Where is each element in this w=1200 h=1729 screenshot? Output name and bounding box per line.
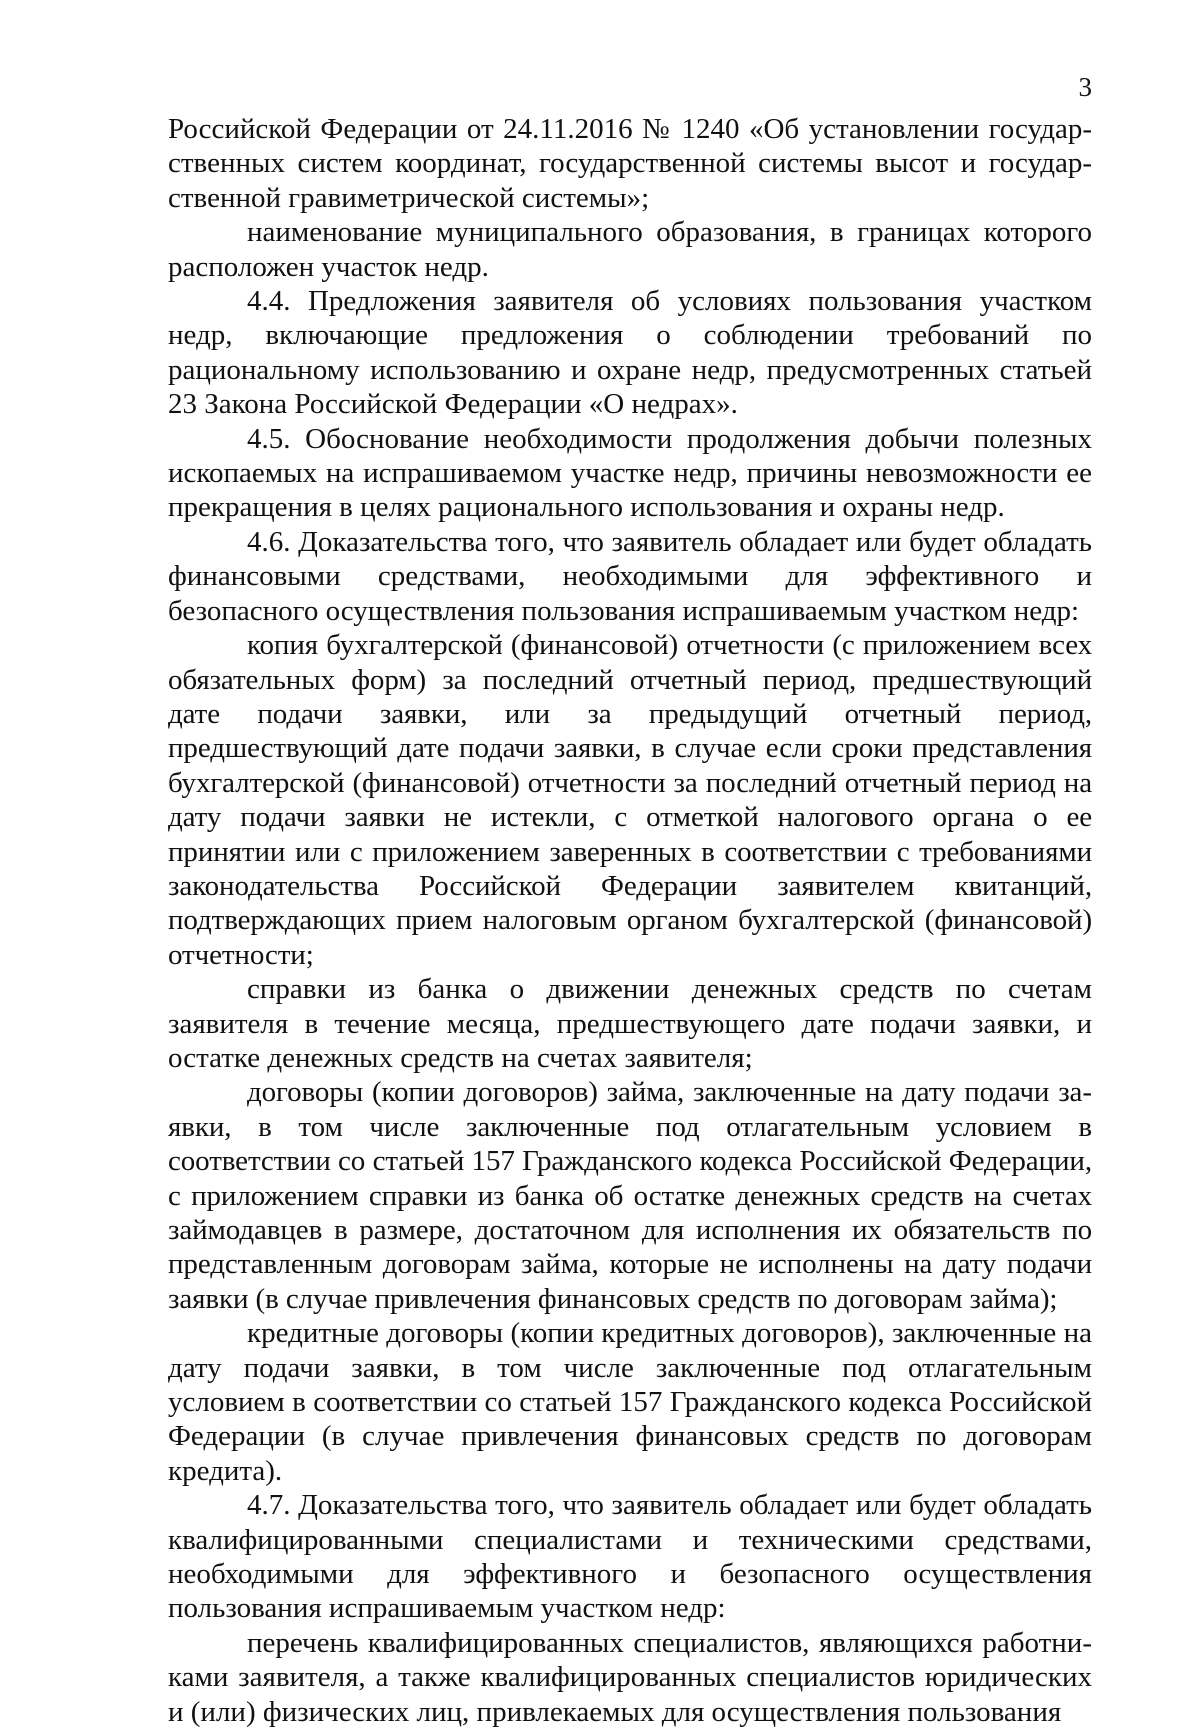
paragraph-accounting-report: копия бухгалтерской (финансовой) отчетности (с приложением всех обязательных форм) за последний отчетный период, предшествующий дате подачи заявки, или за предыдущий отчетный период, предшествующий дате подачи заявки, в случае если сроки представления бухгалтерской (финансовой) отчетности за последний отчетный период на дату подачи заявки не истекли, с отметкой налогового органа о ее принятии или с приложением заверенных в соответствии с требованиями законодательства Российской Федерации заявителем квитанций, подтверждающих прием налоговым органом бухгалтерской (финансовой) отчетности; bbox=[168, 629, 1092, 971]
paragraph-bank-statements: справки из банка о движении денежных средств по счетам заявителя в течение месяца, предшествующего дате подачи заявки, и остатке денежных средств на счетах заявителя; bbox=[168, 973, 1092, 1074]
paragraph-4-4: 4.4. Предложения заявителя об условиях пользования участком недр, включающие предложения о соблюдении требований по рациональному использованию и охране недр, предусмотренных статьей 23 Закона Российской Федерации «О недрах». bbox=[168, 285, 1092, 421]
document-body bbox=[168, 112, 1092, 1729]
paragraph-decree-reference: Российской Федерации от 24.11.2016 № 1240 «Об установлении государственных систем координат, государственной системы высот и государственной гравиметрической системы»; bbox=[168, 113, 1092, 214]
paragraph-municipality-name: наименование муниципального образования, в границах которого расположен участок недр. bbox=[168, 216, 1092, 283]
paragraph-specialists-list: перечень квалифицированных специалистов, являющихся работниками заявителя, а также квалифицированных специалистов юридических и (или) физических лиц, привлекаемых для осуществления пользования bbox=[168, 1626, 1092, 1728]
paragraph-4-6: 4.6. Доказательства того, что заявитель обладает или будет обладать финансовыми средствами, необходимыми для эффективного и безопасного осуществления пользования испрашиваемым участком недр: bbox=[168, 525, 1092, 627]
paragraph-loan-agreements: договоры (копии договоров) займа, заключенные на дату подачи заявки, в том числе заключенные под отлагательным условием в соответствии со статьей 157 Гражданского кодекса Российской Федерации, с приложением справки из банка об остатке денежных средств на счетах займодавцев в размере, достаточном для исполнения их обязательств по представленным договорам займа, которые не исполнены на дату подачи заявки (в случае привлечения финансовых средств по договорам займа); bbox=[168, 1076, 1092, 1315]
paragraph-4-5: 4.5. Обоснование необходимости продолжения добычи полезных ископаемых на испрашиваемом участке недр, причины невозможности ее прекращения в целях рационального использования и охраны недр. bbox=[168, 422, 1092, 524]
paragraph-credit-agreements: кредитные договоры (копии кредитных договоров), заключенные на дату подачи заявки, в том числе заключенные под отлагательным условием в соответствии со статьей 157 Гражданского кодекса Российской Федерации (в случае привлечения финансовых средств по договорам кредита). bbox=[168, 1317, 1092, 1487]
paragraph-4-7: 4.7. Доказательства того, что заявитель обладает или будет обладать квалифицированными специалистами и техническими средствами, необходимыми для эффективного и безопасного осуществления пользования испрашиваемым участком недр: bbox=[168, 1489, 1092, 1625]
page-number: 3 bbox=[1078, 72, 1092, 102]
